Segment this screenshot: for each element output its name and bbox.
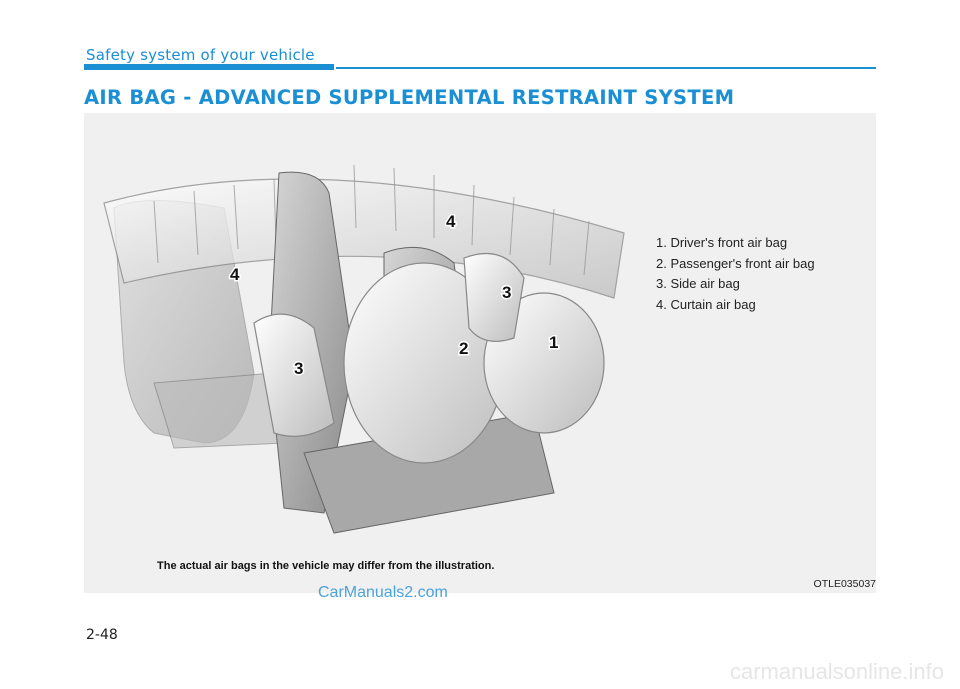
callout-4-front: 4 <box>446 212 456 231</box>
callout-2: 2 <box>459 339 469 358</box>
callout-4-rear: 4 <box>230 265 240 284</box>
section-rule-thin <box>336 67 876 69</box>
site-watermark: carmanualsonline.info <box>729 659 944 684</box>
page-number: 2-48 <box>86 627 118 643</box>
figure-code: OTLE035037 <box>813 578 876 590</box>
legend-item-passenger: 2. Passenger's front air bag <box>656 255 815 271</box>
legend-item-driver: 1. Driver's front air bag <box>656 235 788 250</box>
callout-1: 1 <box>549 333 559 352</box>
callout-3-right: 3 <box>502 283 512 302</box>
airbag-illustration <box>84 113 644 583</box>
airbag-legend <box>656 233 815 315</box>
section-rule-thick <box>84 64 334 70</box>
legend-item-curtain: 4. Curtain air bag <box>656 296 756 312</box>
airbag-figure <box>84 113 876 593</box>
section-title: Safety system of your vehicle <box>86 46 315 64</box>
legend-item-side: 3. Side air bag <box>656 276 740 291</box>
side-airbag-right-shape <box>464 254 524 342</box>
figure-caption: The actual air bags in the vehicle may differ from the illustration. <box>157 560 495 572</box>
page-heading: AIR BAG - ADVANCED SUPPLEMENTAL RESTRAINT SYSTEM <box>84 86 735 109</box>
callout-3-left: 3 <box>294 359 304 378</box>
watermark-link[interactable]: CarManuals2.com <box>318 584 448 601</box>
rear-seat-cushion-shape <box>154 373 284 448</box>
